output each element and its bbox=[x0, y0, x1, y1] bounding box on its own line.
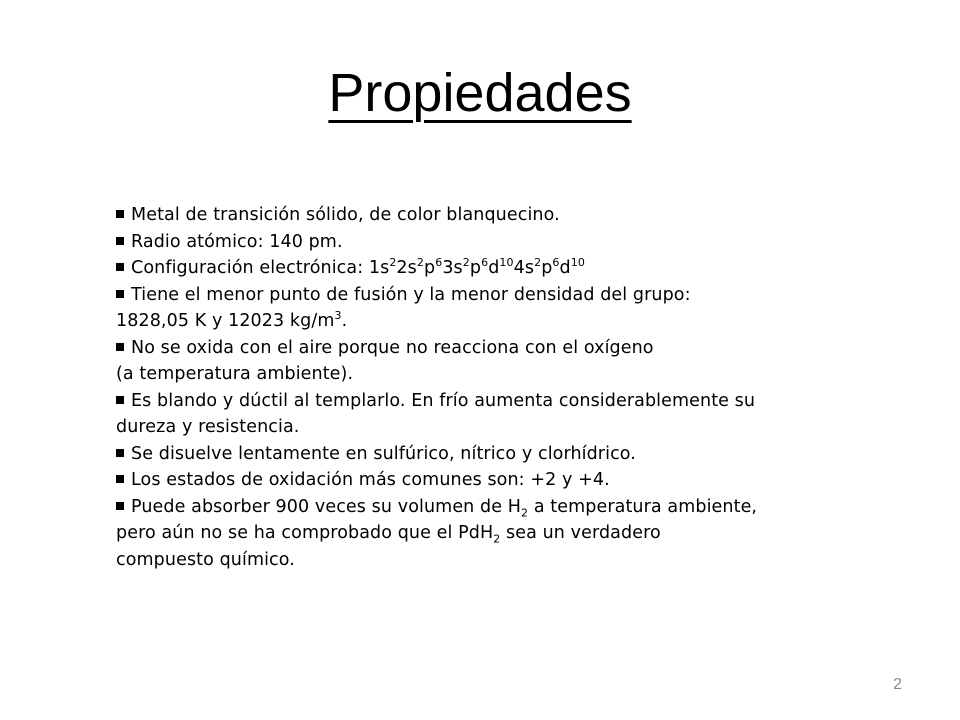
bullet-item bbox=[116, 229, 836, 256]
bullet-item bbox=[116, 467, 836, 494]
bullet-item-hardness bbox=[116, 388, 836, 441]
square-bullet-icon bbox=[116, 502, 124, 510]
bullet-text-continuation: compuesto químico. bbox=[116, 549, 295, 570]
square-bullet-icon bbox=[116, 449, 124, 457]
subscript: 2 bbox=[493, 532, 501, 546]
subscript: 2 bbox=[521, 506, 529, 519]
bullet-item-melting-point: Tiene el menor punto de fusión y la menor densidad del grupo: 1828,05 K y 12023 $kg/m^3$. bbox=[116, 284, 691, 331]
bullet-text-continuation: dureza y resistencia. bbox=[116, 417, 300, 437]
bullet-text: Se disuelve lentamente en sulfúrico, nítrico y clorhídrico. bbox=[131, 443, 636, 464]
square-bullet-icon bbox=[116, 475, 124, 483]
bullet-text: Los estados de oxidación más comunes son: +2 y +4. bbox=[131, 470, 610, 490]
bullet-text: Es blando y dúctil al templarlo. En frío aumenta considerablemente su bbox=[131, 390, 756, 411]
bullet-item bbox=[116, 202, 836, 229]
bullet-text: Metal de transición sólido, de color blanquecino. bbox=[131, 205, 560, 225]
superscript: 3 bbox=[334, 309, 342, 323]
bullet-item-electron-configuration bbox=[116, 255, 836, 282]
bullet-text-continuation: (a temperatura ambiente). bbox=[116, 364, 354, 384]
bullet-item bbox=[116, 441, 836, 468]
bullet-text: No se oxida con el aire porque no reacciona con el oxígeno bbox=[131, 337, 654, 358]
bullet-item-oxidation bbox=[116, 335, 836, 388]
bullet-text-continuation: 1828,05 K y 12023 kg/m bbox=[116, 311, 335, 331]
square-bullet-icon bbox=[116, 396, 124, 404]
square-bullet-icon bbox=[116, 263, 124, 271]
bullet-text-continuation: pero aún no se ha comprobado que el PdH bbox=[116, 523, 494, 543]
bullet-text: Radio atómico: 140 pm. bbox=[131, 231, 343, 252]
electron-configuration: $1s^22s^2p^63s^2p^6d^{10}4s^2p^6d^{10}$ bbox=[368, 256, 585, 278]
page-number: 2 bbox=[893, 676, 902, 693]
square-bullet-icon bbox=[116, 343, 124, 351]
bullet-text: Tiene el menor punto de fusión y la menor densidad del grupo: bbox=[131, 284, 691, 305]
square-bullet-icon bbox=[116, 237, 124, 245]
bullet-text: Puede absorber 900 veces su volumen de H bbox=[131, 496, 522, 517]
square-bullet-icon bbox=[116, 210, 124, 218]
square-bullet-icon bbox=[116, 290, 124, 298]
bullet-item-hydrogen-absorption: Puede absorber 900 veces su volumen de $H_2$ a temperatura ambiente, pero aún no se ha comprobado que el PdH$_2$ sea un verdadero compuesto químico. bbox=[116, 496, 758, 570]
bullet-list bbox=[116, 202, 836, 573]
slide-title: Propiedades bbox=[328, 63, 632, 123]
bullet-text: Configuración electrónica: bbox=[131, 258, 369, 278]
